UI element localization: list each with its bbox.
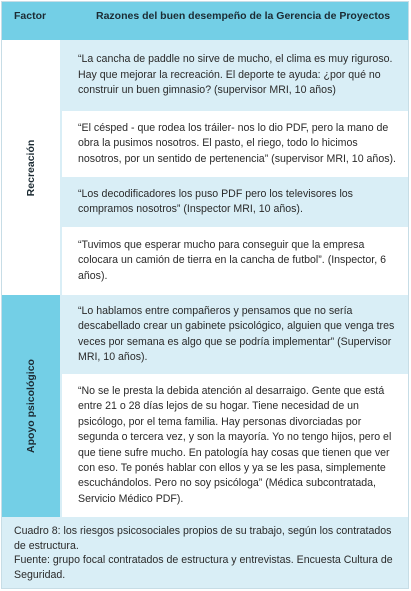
header-razones: Razones del buen desempeño de la Gerencia de Proyectos (96, 10, 391, 22)
quote-cell (62, 111, 408, 177)
factor-label-recreacion: Recreación (25, 139, 37, 196)
quote-text: “Los decodificadores los puso PDF pero los televisores los compramos nosotros” (Inspector MRI, 10 años). (78, 187, 353, 215)
table-footer (2, 517, 408, 582)
quote-text: “La cancha de paddle no sirve de mucho, el clima es muy riguroso. Hay que mejorar la recreación. El deporte te ayuda: ¿por qué no construir un buen gimnasio? (supervisor MRI, 10 años) (78, 53, 393, 97)
table-header (2, 2, 408, 40)
factor-cell-apoyo (2, 295, 60, 517)
table-frame (1, 1, 409, 589)
caption: Cuadro 8: los riesgos psicosociales propios de su trabajo, según los contratados de estructura. (14, 525, 392, 552)
quote-cell (62, 177, 408, 227)
quote-cell (62, 40, 408, 111)
quote-cell (62, 374, 408, 517)
quote-text: “No se le presta la debida atención al desarraigo. Gente que está entre 21 o 28 días lejos de su hogar. Tiene necesidad de un psicólogo, por el tema familia. Hay personas divorciadas por segunda o tercera vez, y son la mayoría. Yo no tengo hijos, pero el que tiene sufre mucho. En patología hay cosas que tienen que ver con eso. Te ponés hablar con ellos y ya se les pasa, simplemente escuchándolos. Pero no soy psicóloga” (Médica subcontratada, Servicio Médico PDF). (78, 384, 392, 505)
group-recreacion (2, 40, 408, 295)
quote-cell (62, 227, 408, 295)
quote-text: “Tuvimos que esperar mucho para conseguir que la empresa colocara un camión de tierra en la cancha de futbol”. (Inspector, 6 años). (78, 238, 386, 282)
source: Fuente: grupo focal contratados de estructura y entrevistas. Encuesta Cultura de Seguridad. (14, 554, 393, 581)
factor-cell-recreacion (2, 40, 60, 295)
quote-text: “Lo hablamos entre compañeros y pensamos que no sería descabellado crear un gabinete psicológico, alguien que venga tres veces por semana es algo que se podría implementar” (Supervisor MRI, 10 años). (78, 304, 395, 363)
factor-label-apoyo: Apoyo psicológico (25, 359, 37, 453)
quote-text: “El césped - que rodea los tráiler- nos lo dio PDF, pero la mano de obra la pusimos nosotros. El pasto, el riego, todo lo hicimos nosotros, por un sentido de pertenencia” (supervisor MRI, 10 años). (78, 121, 396, 165)
group-apoyo-psicologico (2, 295, 408, 517)
header-factor: Factor (14, 10, 47, 22)
quote-cell (62, 295, 408, 374)
